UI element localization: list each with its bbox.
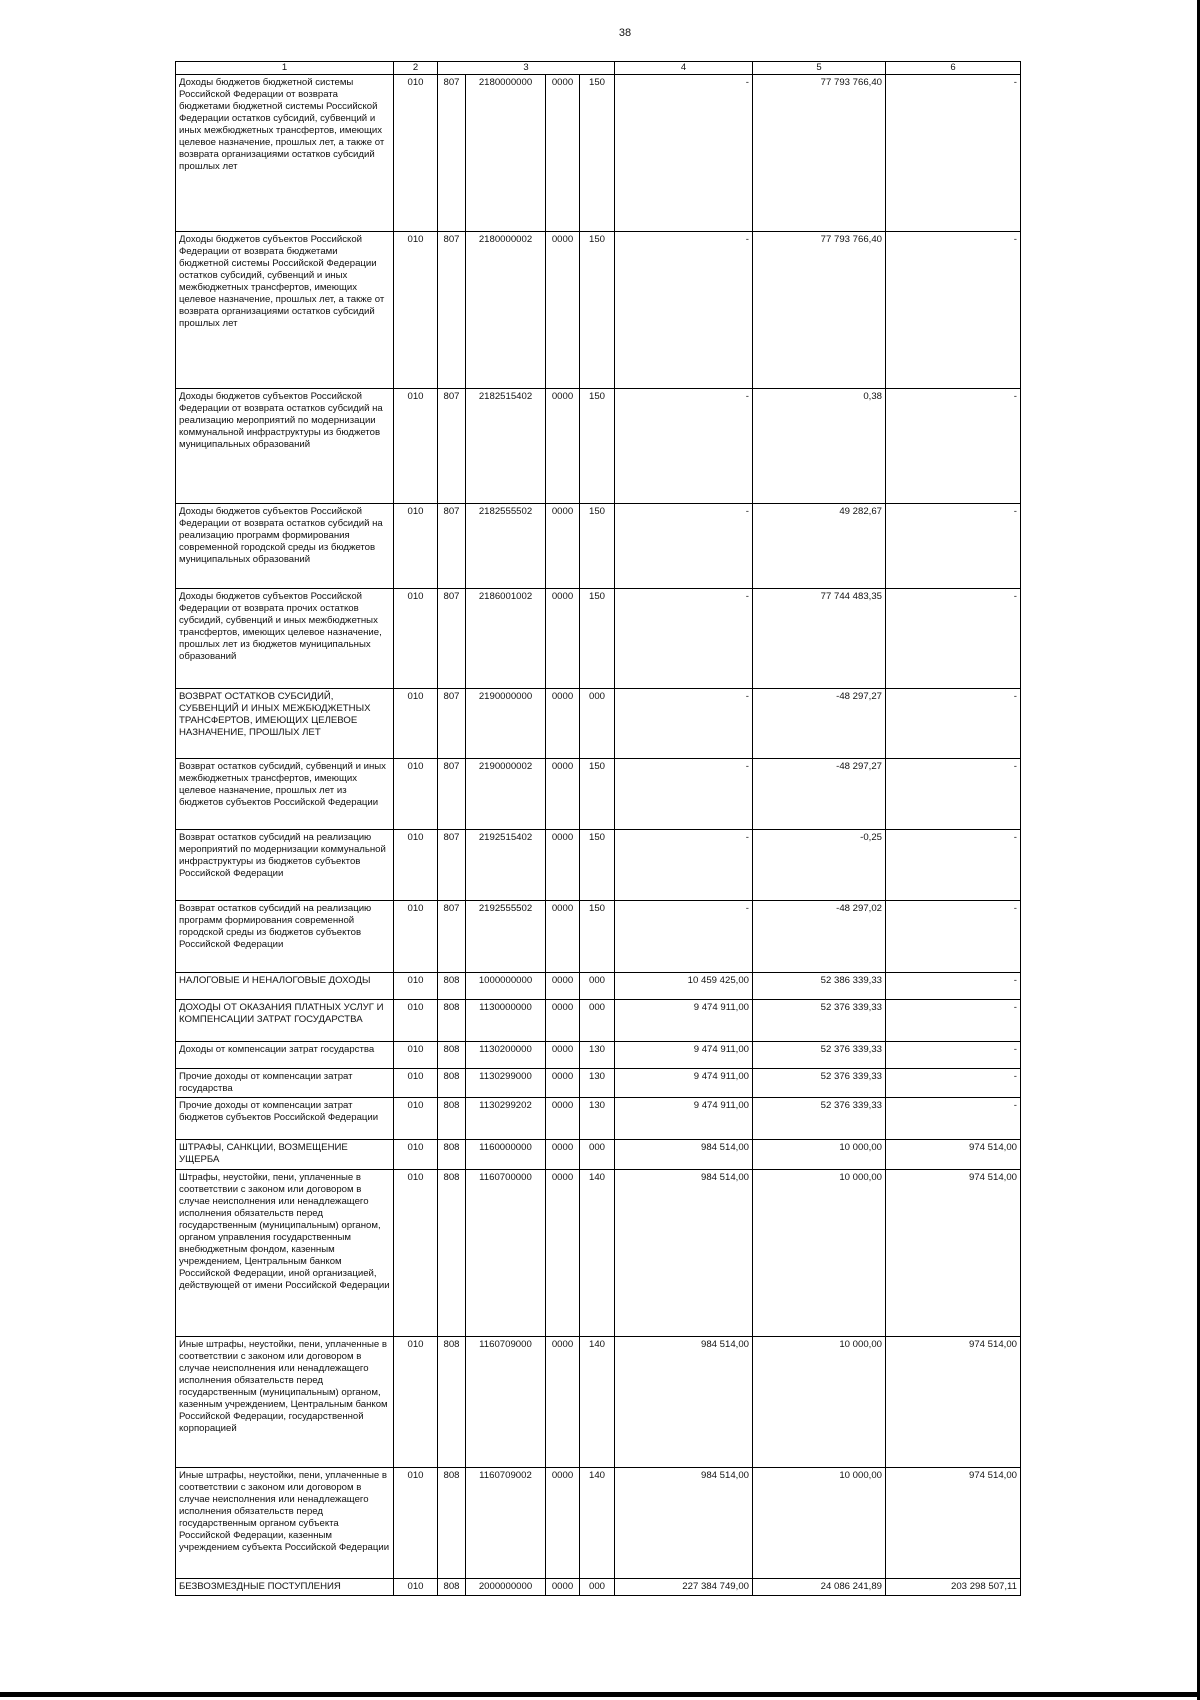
table-row (176, 504, 1021, 589)
row-value-col6: - (886, 389, 1021, 504)
row-name: Доходы бюджетов бюджетной системы Российской Федерации от возврата бюджетами бюджетной системы Российской Федерации остатков субсидий, субвенций и иных межбюджетных трансфертов, имеющих целевое назначение, прошлых лет, а также от возврата организациями остатков субсидий прошлых лет (176, 75, 394, 232)
row-value-col6: - (886, 1098, 1021, 1140)
row-code-3b: 2180000000 (466, 75, 546, 232)
header-col-2: 2 (394, 62, 438, 75)
row-code-3b: 2192515402 (466, 830, 546, 901)
row-code-3c: 0000 (546, 1579, 580, 1596)
row-code-3d: 150 (580, 901, 615, 973)
row-name: Доходы бюджетов субъектов Российской Федерации от возврата остатков субсидий на реализацию мероприятий по модернизации коммунальной инфраструктуры из бюджетов муниципальных образований (176, 389, 394, 504)
row-code-2: 010 (394, 1170, 438, 1337)
row-value-col5: 52 376 339,33 (753, 1069, 886, 1098)
row-value-col4: 9 474 911,00 (615, 1098, 753, 1140)
row-code-2: 010 (394, 1140, 438, 1170)
row-code-3a: 808 (438, 1170, 466, 1337)
row-code-2: 010 (394, 1468, 438, 1579)
row-code-3d: 150 (580, 504, 615, 589)
row-code-2: 010 (394, 589, 438, 689)
row-value-col6: - (886, 901, 1021, 973)
row-code-2: 010 (394, 1000, 438, 1042)
row-value-col5: 0,38 (753, 389, 886, 504)
row-value-col5: -48 297,02 (753, 901, 886, 973)
table-row (176, 1069, 1021, 1098)
row-value-col5: 77 744 483,35 (753, 589, 886, 689)
row-value-col5: 10 000,00 (753, 1337, 886, 1468)
row-code-3b: 2182515402 (466, 389, 546, 504)
row-code-2: 010 (394, 75, 438, 232)
row-value-col6: 203 298 507,11 (886, 1579, 1021, 1596)
row-value-col4: - (615, 759, 753, 830)
row-code-3c: 0000 (546, 689, 580, 759)
row-code-2: 010 (394, 1069, 438, 1098)
row-code-3d: 000 (580, 689, 615, 759)
row-name: Доходы бюджетов субъектов Российской Федерации от возврата прочих остатков субсидий, субвенций и иных межбюджетных трансфертов, имеющих целевое назначение, прошлых лет из бюджетов муниципальных образований (176, 589, 394, 689)
row-value-col4: - (615, 504, 753, 589)
row-value-col6: - (886, 759, 1021, 830)
row-code-3a: 807 (438, 901, 466, 973)
row-code-2: 010 (394, 901, 438, 973)
row-name: Возврат остатков субсидий, субвенций и иных межбюджетных трансфертов, имеющих целевое назначение, прошлых лет из бюджетов субъектов Российской Федерации (176, 759, 394, 830)
row-value-col4: 9 474 911,00 (615, 1000, 753, 1042)
row-value-col5: 52 376 339,33 (753, 1000, 886, 1042)
row-code-3d: 130 (580, 1098, 615, 1140)
table-row (176, 1042, 1021, 1069)
table-row (176, 389, 1021, 504)
row-code-3d: 000 (580, 1140, 615, 1170)
row-code-3a: 807 (438, 830, 466, 901)
row-code-3d: 000 (580, 1579, 615, 1596)
table-row (176, 1337, 1021, 1468)
header-col-3: 3 (438, 62, 615, 75)
row-value-col6: 974 514,00 (886, 1337, 1021, 1468)
row-code-2: 010 (394, 232, 438, 389)
row-value-col4: 984 514,00 (615, 1337, 753, 1468)
table-row (176, 1000, 1021, 1042)
row-code-3c: 0000 (546, 589, 580, 689)
row-value-col6: - (886, 1069, 1021, 1098)
report-table (175, 61, 1021, 1596)
row-code-3d: 130 (580, 1069, 615, 1098)
row-name: БЕЗВОЗМЕЗДНЫЕ ПОСТУПЛЕНИЯ (176, 1579, 394, 1596)
header-col-1: 1 (176, 62, 394, 75)
header-col-5: 5 (753, 62, 886, 75)
row-value-col5: 10 000,00 (753, 1468, 886, 1579)
row-value-col6: - (886, 973, 1021, 1000)
row-code-2: 010 (394, 759, 438, 830)
row-value-col6: - (886, 1000, 1021, 1042)
row-code-3c: 0000 (546, 830, 580, 901)
row-code-3d: 150 (580, 759, 615, 830)
row-value-col6: - (886, 689, 1021, 759)
row-code-3c: 0000 (546, 75, 580, 232)
table-row (176, 1579, 1021, 1596)
row-code-3b: 1130200000 (466, 1042, 546, 1069)
row-value-col4: 10 459 425,00 (615, 973, 753, 1000)
row-value-col5: 77 793 766,40 (753, 75, 886, 232)
row-value-col5: -48 297,27 (753, 689, 886, 759)
row-code-3b: 2192555502 (466, 901, 546, 973)
row-value-col6: - (886, 504, 1021, 589)
table-row (176, 1468, 1021, 1579)
row-value-col4: - (615, 389, 753, 504)
row-code-3a: 807 (438, 759, 466, 830)
row-code-3a: 807 (438, 689, 466, 759)
row-code-3c: 0000 (546, 389, 580, 504)
row-value-col6: 974 514,00 (886, 1170, 1021, 1337)
row-code-3b: 1130000000 (466, 1000, 546, 1042)
row-code-3c: 0000 (546, 973, 580, 1000)
row-code-3a: 808 (438, 1098, 466, 1140)
row-value-col4: - (615, 830, 753, 901)
row-code-3d: 140 (580, 1170, 615, 1337)
row-code-3a: 808 (438, 1337, 466, 1468)
row-code-3a: 808 (438, 973, 466, 1000)
row-value-col4: 984 514,00 (615, 1140, 753, 1170)
row-code-3c: 0000 (546, 901, 580, 973)
table-row (176, 1098, 1021, 1140)
row-code-3b: 1130299000 (466, 1069, 546, 1098)
table-row (176, 759, 1021, 830)
row-code-3c: 0000 (546, 504, 580, 589)
row-code-3a: 808 (438, 1069, 466, 1098)
row-value-col5: 10 000,00 (753, 1140, 886, 1170)
row-value-col4: 984 514,00 (615, 1170, 753, 1337)
row-value-col4: 984 514,00 (615, 1468, 753, 1579)
row-value-col5: -0,25 (753, 830, 886, 901)
row-code-2: 010 (394, 1579, 438, 1596)
row-code-2: 010 (394, 389, 438, 504)
row-code-3c: 0000 (546, 1468, 580, 1579)
row-value-col4: - (615, 589, 753, 689)
row-code-3a: 807 (438, 389, 466, 504)
row-value-col4: - (615, 75, 753, 232)
row-name: ДОХОДЫ ОТ ОКАЗАНИЯ ПЛАТНЫХ УСЛУГ И КОМПЕНСАЦИИ ЗАТРАТ ГОСУДАРСТВА (176, 1000, 394, 1042)
row-code-3d: 000 (580, 973, 615, 1000)
scan-bottom-edge (0, 1692, 1200, 1697)
row-name: ВОЗВРАТ ОСТАТКОВ СУБСИДИЙ, СУБВЕНЦИЙ И ИНЫХ МЕЖБЮДЖЕТНЫХ ТРАНСФЕРТОВ, ИМЕЮЩИХ ЦЕЛЕВОЕ НАЗНАЧЕНИЕ, ПРОШЛЫХ ЛЕТ (176, 689, 394, 759)
row-code-3a: 808 (438, 1140, 466, 1170)
row-code-3d: 150 (580, 232, 615, 389)
row-value-col5: 52 386 339,33 (753, 973, 886, 1000)
row-code-3a: 807 (438, 75, 466, 232)
table-row (176, 689, 1021, 759)
row-code-3d: 000 (580, 1000, 615, 1042)
row-value-col6: - (886, 589, 1021, 689)
table-row (176, 1140, 1021, 1170)
row-code-3c: 0000 (546, 1098, 580, 1140)
row-value-col5: 10 000,00 (753, 1170, 886, 1337)
row-name: НАЛОГОВЫЕ И НЕНАЛОГОВЫЕ ДОХОДЫ (176, 973, 394, 1000)
row-name: Возврат остатков субсидий на реализацию программ формирования современной городской среды из бюджетов субъектов Российской Федерации (176, 901, 394, 973)
row-code-3c: 0000 (546, 759, 580, 830)
row-code-2: 010 (394, 830, 438, 901)
row-code-3b: 2190000002 (466, 759, 546, 830)
row-code-3b: 1000000000 (466, 973, 546, 1000)
row-value-col5: -48 297,27 (753, 759, 886, 830)
row-name: Иные штрафы, неустойки, пени, уплаченные в соответствии с законом или договором в случае неисполнения или ненадлежащего исполнения обязательств перед государственным (муниципальным) органом, казенным учреждением, Центральным банком Российской Федерации, государственной корпорацией (176, 1337, 394, 1468)
row-code-3c: 0000 (546, 1170, 580, 1337)
row-code-3b: 2182555502 (466, 504, 546, 589)
row-name: Возврат остатков субсидий на реализацию мероприятий по модернизации коммунальной инфраструктуры из бюджетов субъектов Российской Федерации (176, 830, 394, 901)
header-col-6: 6 (886, 62, 1021, 75)
row-value-col6: 974 514,00 (886, 1468, 1021, 1579)
table-row (176, 75, 1021, 232)
table-header-row (176, 62, 1021, 75)
table-row (176, 830, 1021, 901)
row-code-3d: 140 (580, 1468, 615, 1579)
row-value-col6: - (886, 232, 1021, 389)
row-code-3d: 130 (580, 1042, 615, 1069)
row-name: Прочие доходы от компенсации затрат бюджетов субъектов Российской Федерации (176, 1098, 394, 1140)
row-code-2: 010 (394, 1337, 438, 1468)
row-value-col4: - (615, 689, 753, 759)
row-code-3d: 150 (580, 830, 615, 901)
row-code-3d: 150 (580, 589, 615, 689)
row-code-2: 010 (394, 504, 438, 589)
row-value-col6: - (886, 75, 1021, 232)
row-code-3d: 150 (580, 389, 615, 504)
row-code-2: 010 (394, 1098, 438, 1140)
row-name: Доходы бюджетов субъектов Российской Федерации от возврата остатков субсидий на реализацию программ формирования современной городской среды из бюджетов муниципальных образований (176, 504, 394, 589)
row-value-col4: 227 384 749,00 (615, 1579, 753, 1596)
row-code-3b: 2180000002 (466, 232, 546, 389)
page-number: 38 (618, 27, 632, 39)
row-code-3c: 0000 (546, 232, 580, 389)
row-code-3b: 1160700000 (466, 1170, 546, 1337)
row-code-3b: 1130299202 (466, 1098, 546, 1140)
row-code-3c: 0000 (546, 1140, 580, 1170)
row-code-3b: 1160000000 (466, 1140, 546, 1170)
row-value-col5: 77 793 766,40 (753, 232, 886, 389)
row-code-3c: 0000 (546, 1042, 580, 1069)
row-code-3b: 1160709002 (466, 1468, 546, 1579)
row-code-3a: 807 (438, 589, 466, 689)
row-value-col5: 24 086 241,89 (753, 1579, 886, 1596)
row-value-col6: - (886, 830, 1021, 901)
row-code-3c: 0000 (546, 1337, 580, 1468)
row-code-3b: 2190000000 (466, 689, 546, 759)
row-code-3c: 0000 (546, 1000, 580, 1042)
row-value-col6: 974 514,00 (886, 1140, 1021, 1170)
row-code-3a: 807 (438, 504, 466, 589)
row-code-3a: 808 (438, 1579, 466, 1596)
row-code-3d: 150 (580, 75, 615, 232)
row-code-3a: 808 (438, 1042, 466, 1069)
row-name: Доходы от компенсации затрат государства (176, 1042, 394, 1069)
row-value-col5: 52 376 339,33 (753, 1042, 886, 1069)
row-code-3a: 808 (438, 1468, 466, 1579)
row-name: Иные штрафы, неустойки, пени, уплаченные в соответствии с законом или договором в случае неисполнения или ненадлежащего исполнения обязательств перед государственным органом субъекта Российской Федерации, казенным учреждением субъекта Российской Федерации (176, 1468, 394, 1579)
row-code-3b: 1160709000 (466, 1337, 546, 1468)
row-value-col5: 52 376 339,33 (753, 1098, 886, 1140)
row-value-col4: 9 474 911,00 (615, 1042, 753, 1069)
row-code-2: 010 (394, 689, 438, 759)
row-value-col5: 49 282,67 (753, 504, 886, 589)
table-row (176, 232, 1021, 389)
row-value-col4: 9 474 911,00 (615, 1069, 753, 1098)
row-code-3b: 2000000000 (466, 1579, 546, 1596)
header-col-4: 4 (615, 62, 753, 75)
row-code-3b: 2186001002 (466, 589, 546, 689)
row-code-2: 010 (394, 973, 438, 1000)
row-name: ШТРАФЫ, САНКЦИИ, ВОЗМЕЩЕНИЕ УЩЕРБА (176, 1140, 394, 1170)
row-value-col6: - (886, 1042, 1021, 1069)
row-name: Прочие доходы от компенсации затрат государства (176, 1069, 394, 1098)
row-code-2: 010 (394, 1042, 438, 1069)
table-row (176, 973, 1021, 1000)
row-value-col4: - (615, 232, 753, 389)
row-name: Штрафы, неустойки, пени, уплаченные в соответствии с законом или договором в случае неисполнения или ненадлежащего исполнения обязательств перед государственным (муниципальным) органом, органом управления государственным внебюджетным фондом, казенным учреждением, Центральным банком Российской Федерации, иной организацией, действующей от имени Российской Федерации (176, 1170, 394, 1337)
row-code-3a: 808 (438, 1000, 466, 1042)
table-row (176, 1170, 1021, 1337)
row-code-3a: 807 (438, 232, 466, 389)
row-code-3d: 140 (580, 1337, 615, 1468)
row-code-3c: 0000 (546, 1069, 580, 1098)
table-row (176, 901, 1021, 973)
row-name: Доходы бюджетов субъектов Российской Федерации от возврата бюджетами бюджетной системы Российской Федерации остатков субсидий, субвенций и иных межбюджетных трансфертов, имеющих целевое назначение, прошлых лет, а также от возврата организациями остатков субсидий прошлых лет (176, 232, 394, 389)
row-value-col4: - (615, 901, 753, 973)
table-row (176, 589, 1021, 689)
